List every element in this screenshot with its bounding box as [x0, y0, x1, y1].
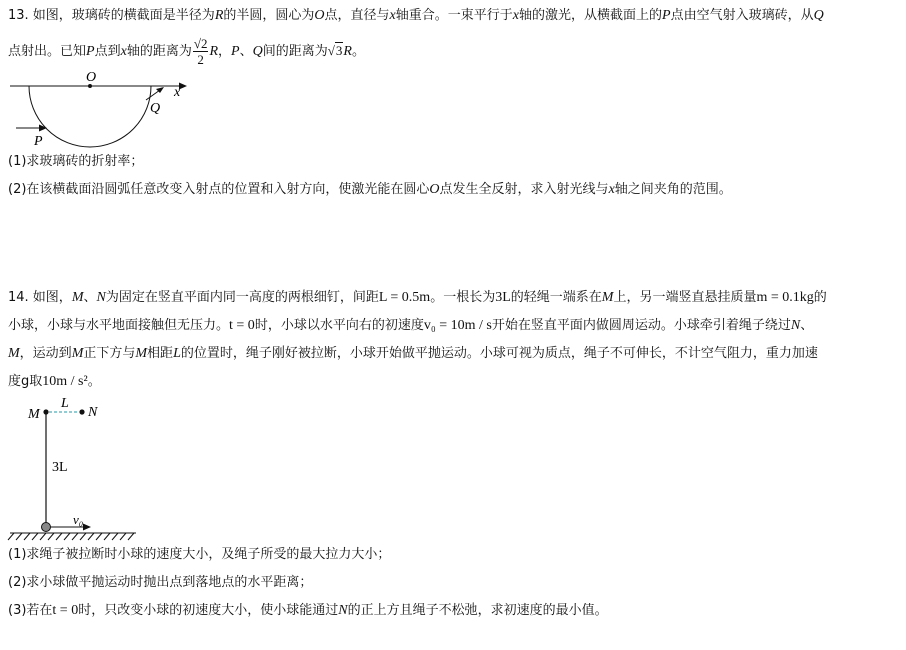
q14-pendulum-figure [6, 396, 136, 544]
var-O: O [314, 8, 325, 23]
label-M: M [28, 407, 40, 422]
q14-stem-line-1: 14. 如图，M、N为固定在竖直平面内同一高度的两根细钉，间距L = 0.5m。一根长为3L的轻绳一端系在M上，另一端竖直悬挂质量m = 0.1kg的 [8, 290, 827, 305]
small-ball [42, 523, 51, 532]
label-O: O [86, 70, 97, 85]
velocity-arrow-head [83, 524, 91, 531]
q14-sub-question-2: (2)求小球做平抛运动时抛出点到落地点的水平距离； [8, 575, 313, 590]
eq-t0: t = 0 [229, 318, 255, 333]
q13-semicircle-figure [6, 68, 196, 150]
q14-stem-line-2: 小球，小球与水平地面接触但无压力。t = 0时，小球以水平向右的初速度v₀ = 10m / s开始在竖直平面内做圆周运动。小球牵引着绳子绕过N、 [8, 318, 814, 333]
q14-stem-line-4: 度g取10m / s²。 [8, 374, 101, 389]
semicircle-arc [29, 86, 151, 147]
var-R: R [214, 8, 224, 23]
var-x: x [389, 8, 396, 23]
label-3L: 3L [52, 460, 68, 475]
q13-sub-question-1: (1)求玻璃砖的折射率； [8, 154, 144, 169]
q14-stem-line-3: M，运动到M正下方与M相距L的位置时，绳子刚好被拉断，小球开始做平抛运动。小球可视为质点，绳子不可伸长，不计空气阻力，重力加速 [8, 346, 818, 361]
eq-L: L = 0.5m [378, 290, 431, 305]
q14-sub-question-3: (3)若在t = 0时，只改变小球的初速度大小，使小球能通过N的正上方且绳子不松弛，求初速度的最小值。 [8, 603, 608, 618]
ground-hatching [8, 533, 134, 540]
q13-stem-line-2: 点射出。已知P点到x轴的距离为 $\frac{√2}{2}$ R，P、Q间的距离为√3R。 [8, 36, 365, 67]
label-Q: Q [150, 101, 161, 116]
fraction-sqrt2-over-2: $\frac{√2}{2}$ [193, 36, 208, 67]
q13-stem-line-1: 13. 如图，玻璃砖的横截面是半径为R的半圆，圆心为O点，直径与x轴重合。一束平行于x轴的激光，从横截面上的P点由空气射入玻璃砖，从Q [8, 8, 824, 23]
var-x: x [512, 8, 519, 23]
eq-g: 10m / s² [42, 374, 88, 389]
q14-sub-question-1: (1)求绳子被拉断时小球的速度大小，及绳子所受的最大拉力大小； [8, 547, 391, 562]
var-P: P [662, 8, 671, 23]
label-x: x [174, 85, 181, 100]
var-Q: Q [813, 8, 824, 23]
nail-N [79, 409, 84, 414]
exit-ray-Q [146, 90, 160, 100]
eq-m: m = 0.1kg [756, 290, 814, 305]
label-L: L [61, 396, 69, 411]
label-v0: v₀ [73, 512, 84, 527]
q13-sub-question-2: (2)在该横截面沿圆弧任意改变入射点的位置和入射方向，使激光能在圆心O点发生全反射，求入射光线与x轴之间夹角的范围。 [8, 182, 732, 197]
label-P: P [34, 134, 43, 149]
eq-v0: v₀ = 10m / s [423, 318, 492, 333]
sqrt-3: √3 [327, 43, 343, 58]
label-N: N [88, 405, 98, 420]
